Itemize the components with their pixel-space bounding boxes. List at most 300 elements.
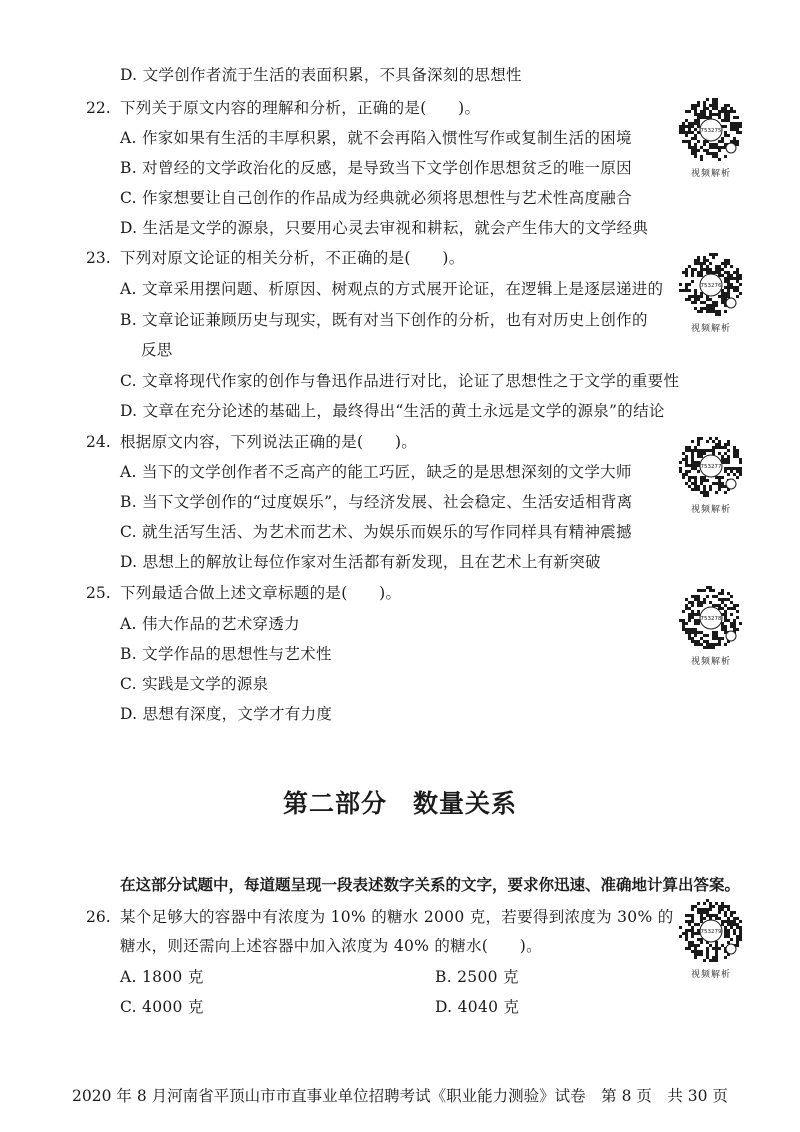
qr-module (700, 941, 703, 944)
qr-module (688, 944, 691, 947)
q24-option-b: B. 当下文学创作的“过度娱乐”，与经济发展、社会稳定、生活安适相背离 (120, 493, 633, 511)
qr-module (724, 625, 727, 628)
qr-module (733, 122, 736, 125)
qr-module (691, 944, 694, 947)
qr-module (715, 944, 718, 947)
qr-module (691, 271, 694, 274)
qr-module (694, 932, 697, 935)
qr-module (685, 947, 688, 950)
qr-module (694, 143, 697, 146)
qr-module (715, 310, 718, 313)
qr-module (694, 461, 697, 464)
qr-module (724, 110, 727, 113)
qr-module (712, 256, 715, 259)
qr-module (697, 149, 700, 152)
qr-module (688, 140, 691, 143)
qr-module (721, 274, 724, 277)
qr-module (700, 262, 703, 265)
qr-module (712, 914, 715, 917)
qr-module (733, 110, 736, 113)
qr-module (721, 625, 724, 628)
qr-module (697, 908, 700, 911)
qr-module (679, 128, 682, 131)
qr-module (739, 938, 742, 941)
qr-module (718, 452, 721, 455)
qr-module (706, 268, 709, 271)
qr-module (724, 262, 727, 265)
page-footer: 2020 年 8 月河南省平顶山市市直事业单位招聘考试《职业能力测验》试卷 第 8 页 共 30 页 (72, 1087, 728, 1105)
qr-module (733, 125, 736, 128)
qr-module (697, 101, 700, 104)
qr-module (715, 914, 718, 917)
qr-module (730, 607, 733, 610)
q25-number: 25. (86, 584, 111, 602)
qr-module (706, 950, 709, 953)
qr-module (682, 128, 685, 131)
qr-module (688, 122, 691, 125)
qr-module (724, 446, 727, 449)
qr-module (679, 935, 682, 938)
qr-code[interactable] (677, 96, 745, 179)
qr-module (736, 467, 739, 470)
qr-module (736, 926, 739, 929)
qr-module (736, 295, 739, 298)
qr-module (739, 622, 742, 625)
qr-module (682, 476, 685, 479)
qr-module (682, 932, 685, 935)
qr-module (709, 113, 712, 116)
qr-module (694, 149, 697, 152)
qr-module (706, 298, 709, 301)
qr-module (691, 920, 694, 923)
qr-module (718, 911, 721, 914)
qr-module (688, 298, 691, 301)
qr-code-icon (677, 897, 745, 965)
qr-module (730, 911, 733, 914)
q25-option-d: D. 思想有深度，文学才有力度 (120, 705, 333, 723)
qr-module (724, 107, 727, 110)
qr-module (721, 920, 724, 923)
qr-module (694, 467, 697, 470)
qr-module (715, 107, 718, 110)
qr-module (706, 494, 709, 497)
qr-module (724, 929, 727, 932)
qr-module (721, 902, 724, 905)
qr-module (715, 101, 718, 104)
qr-module (697, 295, 700, 298)
qr-module (724, 259, 727, 262)
qr-module (712, 146, 715, 149)
qr-module (700, 295, 703, 298)
qr-module (709, 310, 712, 313)
qr-module (694, 953, 697, 956)
qr-module (694, 113, 697, 116)
qr-code-icon (677, 96, 745, 164)
qr-module (739, 467, 742, 470)
qr-module (694, 479, 697, 482)
qr-module (694, 155, 697, 158)
qr-module (688, 619, 691, 622)
qr-module (739, 458, 742, 461)
qr-module (733, 137, 736, 140)
qr-module (721, 262, 724, 265)
qr-module (727, 110, 730, 113)
qr-module (724, 116, 727, 119)
qr-module (715, 146, 718, 149)
qr-caption: 视频解析 (690, 169, 731, 179)
qr-module (688, 634, 691, 637)
qr-module (706, 152, 709, 155)
qr-module (718, 947, 721, 950)
qr-module (727, 292, 730, 295)
qr-module (700, 310, 703, 313)
qr-module (688, 929, 691, 932)
qr-module (736, 277, 739, 280)
qr-module (697, 902, 700, 905)
qr-module (733, 920, 736, 923)
qr-module (688, 479, 691, 482)
qr-module (718, 295, 721, 298)
qr-code[interactable] (677, 897, 745, 980)
qr-module (703, 485, 706, 488)
qr-module (700, 452, 703, 455)
qr-module (706, 310, 709, 313)
qr-module (712, 113, 715, 116)
qr-module (703, 452, 706, 455)
qr-module (694, 634, 697, 637)
qr-module (727, 473, 730, 476)
qr-module (691, 950, 694, 953)
qr-module (739, 926, 742, 929)
qr-module (700, 146, 703, 149)
qr-module (694, 298, 697, 301)
qr-module (721, 592, 724, 595)
qr-module (700, 920, 703, 923)
qr-module (739, 929, 742, 932)
qr-module (736, 274, 739, 277)
qr-module (703, 301, 706, 304)
qr-module (736, 286, 739, 289)
qr-module (685, 119, 688, 122)
qr-module (697, 622, 700, 625)
qr-module (706, 956, 709, 959)
qr-module (739, 470, 742, 473)
qr-module (712, 310, 715, 313)
qr-module (697, 944, 700, 947)
qr-module (691, 905, 694, 908)
qr-module (733, 473, 736, 476)
qr-module (691, 628, 694, 631)
qr-module (736, 616, 739, 619)
qr-module (730, 926, 733, 929)
qr-code[interactable] (677, 432, 745, 515)
qr-module (727, 923, 730, 926)
qr-module (679, 619, 682, 622)
qr-module (733, 271, 736, 274)
qr-module (703, 494, 706, 497)
qr-module (721, 146, 724, 149)
qr-module (715, 634, 718, 637)
qr-module (733, 622, 736, 625)
qr-module (739, 932, 742, 935)
qr-module (727, 443, 730, 446)
qr-module (712, 307, 715, 310)
qr-module (736, 289, 739, 292)
qr-module (718, 116, 721, 119)
qr-module (691, 295, 694, 298)
qr-module (736, 917, 739, 920)
qr-module (691, 610, 694, 613)
qr-module (703, 262, 706, 265)
qr-module (730, 625, 733, 628)
qr-module (694, 268, 697, 271)
qr-module (718, 485, 721, 488)
qr-module (715, 155, 718, 158)
qr-module (694, 295, 697, 298)
qr-module (706, 908, 709, 911)
qr-module (697, 437, 700, 440)
qr-module (712, 947, 715, 950)
q26-option-b: B. 2500 克 (435, 968, 519, 986)
q22-stem: 下列关于原文内容的理解和分析，正确的是( )。 (120, 99, 481, 117)
qr-logo-badge (726, 631, 736, 641)
qr-module (694, 262, 697, 265)
qr-module (694, 947, 697, 950)
qr-module (727, 286, 730, 289)
qr-module (727, 458, 730, 461)
qr-module (697, 488, 700, 491)
qr-module (718, 268, 721, 271)
qr-module (727, 905, 730, 908)
qr-module (724, 616, 727, 619)
qr-module (721, 107, 724, 110)
qr-module (691, 467, 694, 470)
qr-module (706, 634, 709, 637)
q26-stem-line1: 某个足够大的容器中有浓度为 10% 的糖水 2000 克，若要得到浓度为 30% 的 (120, 908, 674, 926)
qr-code-number: 753278 (700, 616, 722, 622)
qr-module (700, 155, 703, 158)
qr-module (712, 959, 715, 962)
qr-module (700, 950, 703, 953)
qr-module (685, 458, 688, 461)
qr-module (721, 908, 724, 911)
qr-module (703, 640, 706, 643)
q22-option-d: D. 生活是文学的源泉，只要用心灵去审视和耕耘，就会产生伟大的文学经典 (120, 219, 649, 237)
q22-option-c: C. 作家想要让自己创作的作品成为经典就必须将思想性与艺术性高度融合 (120, 189, 632, 207)
qr-module (697, 449, 700, 452)
qr-module (727, 461, 730, 464)
qr-module (700, 911, 703, 914)
qr-module (679, 131, 682, 134)
qr-module (697, 440, 700, 443)
qr-module (724, 458, 727, 461)
qr-module (706, 98, 709, 101)
qr-module (736, 452, 739, 455)
qr-module (700, 589, 703, 592)
qr-module (685, 598, 688, 601)
qr-module (697, 598, 700, 601)
qr-module (721, 119, 724, 122)
qr-module (727, 932, 730, 935)
qr-module (733, 607, 736, 610)
qr-module (736, 131, 739, 134)
qr-module (721, 589, 724, 592)
qr-module (703, 911, 706, 914)
qr-module (706, 265, 709, 268)
qr-module (679, 125, 682, 128)
qr-module (703, 259, 706, 262)
qr-module (721, 598, 724, 601)
qr-module (730, 601, 733, 604)
qr-module (718, 443, 721, 446)
qr-module (691, 104, 694, 107)
qr-module (736, 116, 739, 119)
qr-module (724, 280, 727, 283)
qr-module (727, 455, 730, 458)
qr-module (694, 619, 697, 622)
qr-module (715, 482, 718, 485)
qr-module (727, 592, 730, 595)
qr-module (739, 473, 742, 476)
qr-module (703, 256, 706, 259)
qr-module (736, 125, 739, 128)
qr-code[interactable] (677, 584, 745, 667)
qr-module (712, 304, 715, 307)
qr-module (718, 905, 721, 908)
q23-option-a: A. 文章采用摆问题、析原因、树观点的方式展开论证，在逻辑上是逐层递进的 (120, 280, 664, 298)
qr-module (691, 464, 694, 467)
qr-module (688, 449, 691, 452)
qr-module (724, 125, 727, 128)
qr-module (715, 902, 718, 905)
qr-module (697, 923, 700, 926)
qr-module (715, 271, 718, 274)
qr-module (724, 926, 727, 929)
qr-module (736, 604, 739, 607)
qr-module (688, 628, 691, 631)
qr-module (718, 110, 721, 113)
qr-module (688, 470, 691, 473)
qr-module (700, 437, 703, 440)
qr-module (718, 158, 721, 161)
qr-module (694, 289, 697, 292)
qr-module (691, 917, 694, 920)
qr-module (703, 149, 706, 152)
qr-module (724, 443, 727, 446)
qr-module (724, 610, 727, 613)
qr-module (694, 137, 697, 140)
qr-module (718, 149, 721, 152)
qr-module (733, 286, 736, 289)
qr-module (688, 464, 691, 467)
qr-module (697, 116, 700, 119)
qr-module (694, 485, 697, 488)
q26-stem-line2: 糖水，则还需向上述容器中加入浓度为 40% 的糖水( )。 (120, 937, 542, 955)
qr-module (733, 455, 736, 458)
qr-module (694, 622, 697, 625)
qr-module (730, 274, 733, 277)
qr-module (697, 122, 700, 125)
qr-module (739, 125, 742, 128)
qr-module (736, 268, 739, 271)
qr-module (718, 482, 721, 485)
qr-module (685, 449, 688, 452)
qr-module (694, 595, 697, 598)
qr-module (685, 289, 688, 292)
qr-module (709, 589, 712, 592)
qr-module (736, 923, 739, 926)
qr-module (685, 140, 688, 143)
qr-module (697, 274, 700, 277)
qr-module (706, 586, 709, 589)
qr-code[interactable] (677, 251, 745, 334)
qr-module (697, 104, 700, 107)
qr-module (688, 128, 691, 131)
qr-module (691, 926, 694, 929)
qr-module (724, 295, 727, 298)
qr-module (727, 908, 730, 911)
qr-module (736, 941, 739, 944)
qr-module (700, 953, 703, 956)
qr-module (733, 446, 736, 449)
qr-module (697, 485, 700, 488)
qr-module (688, 601, 691, 604)
qr-module (697, 470, 700, 473)
qr-module (697, 113, 700, 116)
qr-logo-badge (726, 479, 736, 489)
qr-module (721, 458, 724, 461)
qr-module (715, 491, 718, 494)
qr-module (682, 140, 685, 143)
qr-module (691, 125, 694, 128)
qr-module (709, 488, 712, 491)
qr-module (697, 140, 700, 143)
qr-module (721, 295, 724, 298)
qr-module (691, 601, 694, 604)
qr-module (712, 101, 715, 104)
qr-module (691, 452, 694, 455)
qr-module (724, 905, 727, 908)
qr-module (691, 268, 694, 271)
qr-module (733, 929, 736, 932)
qr-module (697, 950, 700, 953)
qr-code-number: 753279 (700, 929, 722, 935)
qr-module (718, 592, 721, 595)
qr-module (703, 908, 706, 911)
qr-module (706, 640, 709, 643)
qr-module (712, 631, 715, 634)
qr-module (694, 613, 697, 616)
qr-module (694, 640, 697, 643)
qr-module (724, 613, 727, 616)
qr-module (727, 119, 730, 122)
qr-module (709, 905, 712, 908)
qr-module (724, 131, 727, 134)
qr-module (688, 283, 691, 286)
qr-module (718, 908, 721, 911)
qr-module (730, 128, 733, 131)
qr-module (721, 601, 724, 604)
qr-module (718, 146, 721, 149)
qr-module (682, 619, 685, 622)
qr-module (712, 634, 715, 637)
qr-module (736, 944, 739, 947)
qr-module (715, 104, 718, 107)
qr-module (712, 152, 715, 155)
qr-module (736, 122, 739, 125)
qr-module (694, 122, 697, 125)
qr-module (730, 595, 733, 598)
